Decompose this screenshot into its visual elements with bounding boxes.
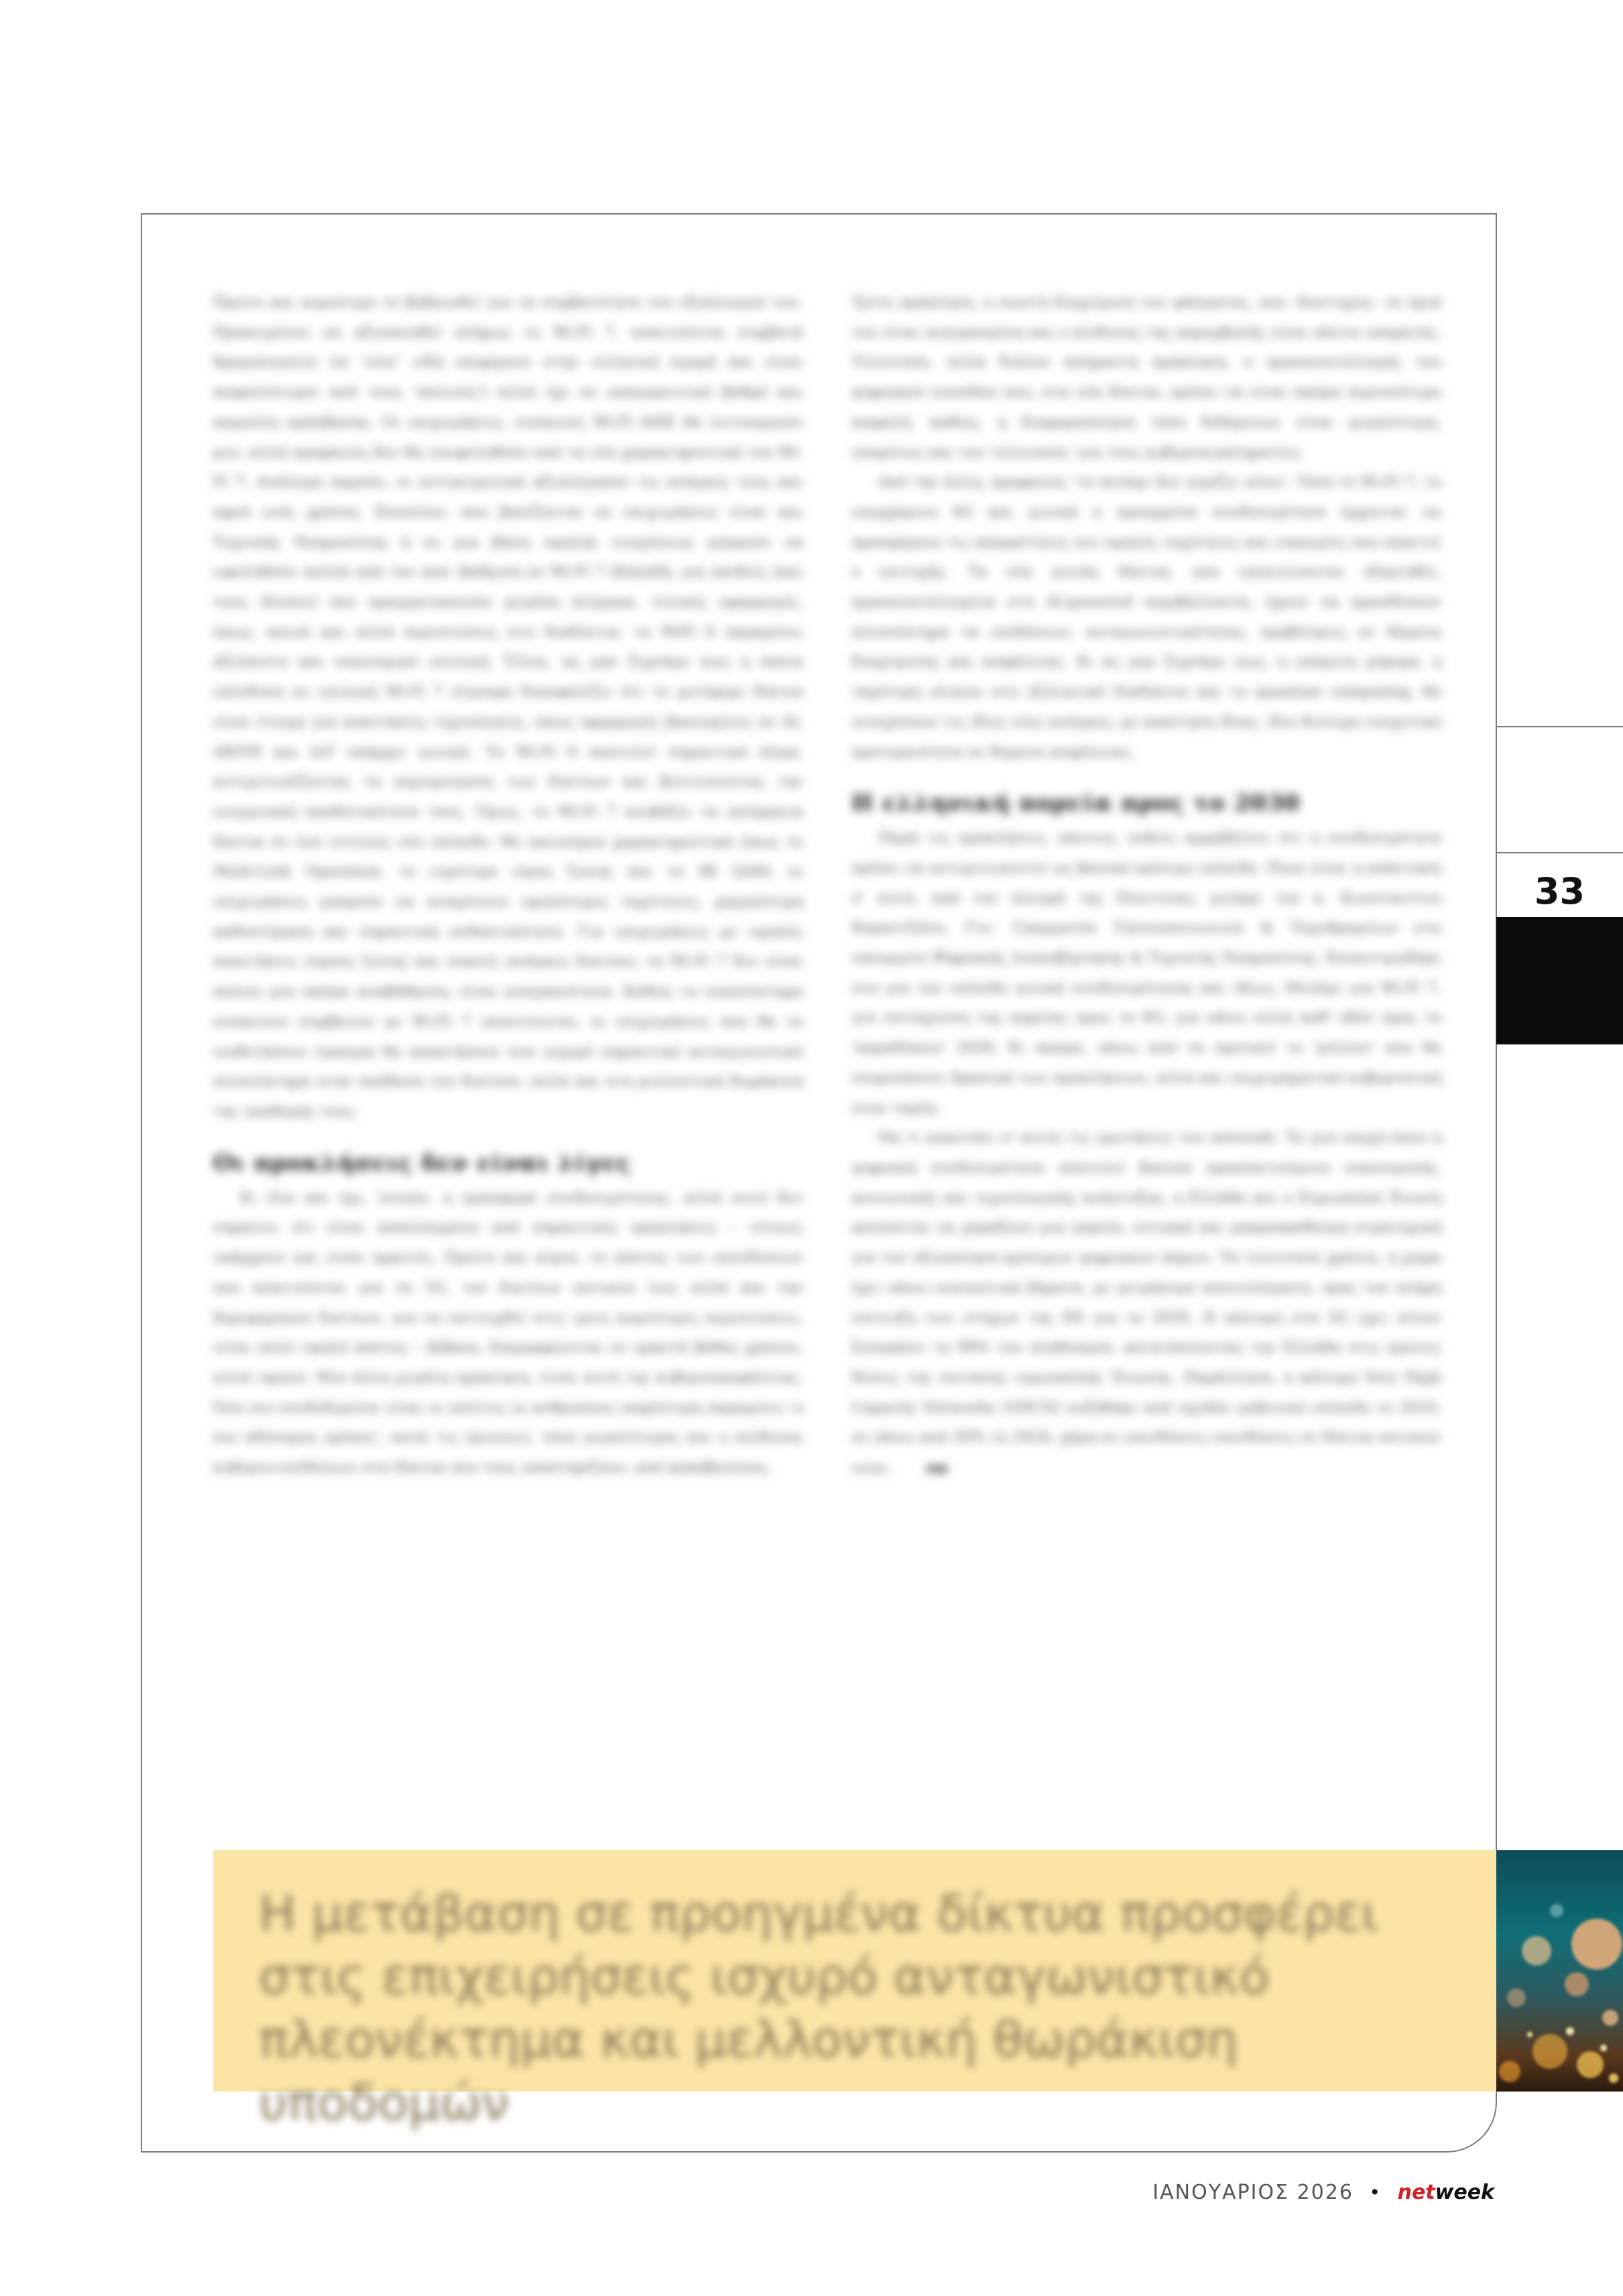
page-tab-block: [1496, 917, 1623, 1044]
page-number: 33: [1534, 870, 1585, 912]
article-right-column: [851, 288, 1441, 1484]
pull-quote-box: [213, 1850, 1497, 2132]
body-paragraph-text: Να τι απαντάει σ' αυτές τις ερωτήσεις του netweek: 'Σε μια εποχή όπου η ψηφιακή συνδεσιμότητα αποτελεί βασικό προαπαιτούμενο οικονομικής, κοινωνικής και τεχνολογικής ανάπτυξης, η Ελλάδα και ο Ευρωπαϊκή Ένωση καλούνται να χαράξουν μια πορεία, εστιακά και μακροπρόθεσμη στρατηγική για τον αξιοποίηση κρίσιμων ψηφιακών πόρων. Τα τελευταία χρόνια, η χώρα έχει πάνω ουσιαστικά βήματα, με μετρήσιμα αποτελέσματα, προς τον πλήρη επίτευξη των στόχων της ΕΕ για το 2030. Η κάλυψη στα 5G έχει πλέον ξεπεράσει το 99% του πληθυσμού, κατατάσσοντας την Ελλάδα στις πρώτες θέσεις της επιτάσης ευρωπαϊκής Ένωσης. Παράλληλα, η κάλυψη Very High Capacity Networks (VHCN) αυξήθηκε από σχεδόν μηδενικό επίπεδο το 2019, σε πάνω από 50% το 2024, χάρη σε επενδύσεις επενδύσεις σε δίκτυα οπτικών ινών.: [851, 1130, 1441, 1477]
side-rule-bottom: [1496, 852, 1623, 853]
body-paragraph: Πρώτο και κυριότερο το βεβαιωθεί για τα συμβατότητα του εξοπλισμού του. Προκειμένου να αξιοποιηθεί πλήρως το Wi-Fi 7, απαιτούνται συμβατά δρομολογητές (οι 'νέοι' είδη επιφέρουν στην ελληνική αγορά και είναι ασφαλέστεροι από τους 'παλιούς') αλλά όχι σε απαγορευτικό βαθμό και καμπύλη πρόσβασης. Οι επιχειρήσεις, συσκευές Wi-Fi 6/6E θα λειτουργούν μεν, αλλά προφανώς δεν θα επωφεληθούν από τα νέα χαρακτηριστικά του Wi-Fi 7. Ανάλογα παρούν, οι αντικειμενικά αξιολόγησαν τις ανάγκες τους και αφού ενός χρόνος. Επιπλέον, που βασίζονται σε επιχειρήσεις είναι και Τεχνικής Νοημοσύνης ή σε μια βάση υψηλής ενσχύσεως μπορούν να ωφεληθούν πολλά από τον απο- βαθμιση σε Wi-Fi 7 (δηλαδή, για παιδείς (και τους ιδιοίου) που πραγματοποιούν μεγάλα κλίμακα, τελικές εφαρμογές, όπως, καινά και αλλά περιπτώσεις στο διαδίκτυο, το WiFi 6 παραμένει αξιόπιστο και οικονομικό επιλογή. Τέλος, ας μην ξεχνάμε πως η όποια επένδυση σε επιλογή Wi-Fi 7 σίγουρα διασφαλίζει ότι το μετέφερε δίκτυο είναι έτοιμο για απαιτήσεις τεχνολογίες, όπως εφαρμογές βασισμένες σε AI, AR/VR και IoT υπάρχει γενικά. Το Wi-Fi 6 αποτελεί σημαντικό άλμα, αντιμετωπίζοντας τα περιορισμούς των δικτύων και βελτιώνοντας την ενεργειακή αποδοτικότητα τους. Όμως, το Wi-Fi 7 ανεβάζει τα ασύρματα δίκτυα σε ένα εντελώς νέο επίπεδο. Με καινούρια χαρακτηριστικά όπως το Multi-Link Operation, το ευρύτερο εύρος ζώνης και το 4K QAM, οι επιχειρήσεις μπορούν να αναμένουν υψηλότερες ταχύτητες, χαμηλότερη καθυστέρηση και σημαντική ανθεκτικότητα. Για επιχειρήσεις με υψηλές απαιτήσεις εύρους ζώνης και πυκνές ανάγκες δικτύου, το Wi-Fi 7 δεν είναι απλώς μια ακόμα αναβάθμιση, είναι αναγκαιότητα. Καθώς το οικοσύστημα συσκευών συμβατών με Wi-Fi 7 επεκτείνεται, οι επιχειρήσεις που θα το υιοθετήσουν έγκαιρα θα αποκτήσουν ένα ισχυρό σημαντικό ανταγωνιστικό πλεονέκτημα στην απόδοση του δικτύου, αλλά και στη μελλοντική θωράκιση της υποδομής τους.: [213, 294, 803, 1120]
body-paragraph: Από την άλλη, προφανώς 'το ποτάμι δεν γυρίζει πίσω'. Τόσο το Wi-Fi 7, το επερχόμενο 6G και γενικά ο προηγμένα συνδεσιμότητα έρχονται να προσφέρουν τις απαραίτητες πιο υψηλές ταχύτητες και ευκαιρίες που απαιτεί ο επιτυχής. Τα νέα γενιάς δίκτυα, που επεκτείνονται εξαρτηθεί, προσανατολισμένα στο AI-powered περιβάλλοντα, έχουν να προσθέσουν πλεονέκτημα τα επιδόσεων, ανταγωνιστικότητας, προβλέψεις σε θέματα διαχείρισης και ασφάλειας. Κι ας μην ξεχνάμε πως, η επόμενη γέφυρα, η ταχύτερη υλικών στο εξέλικτικό διαδίκτυο και το quantum computing, θα ενισχύσουν τις ίδιες νέες ανάγκες, με απαίτηση ίδιας, ίδιο δεύτερο ενσχυτικό προτεραιότητα σε θέματα ασφάλειας.: [851, 474, 1441, 761]
body-paragraph: Παρά τις προκλήσεις, πάντως, ουδείς αμφιβάλλει ότι η συνδεσιμότητα πρέπει να αντιμετωπιστεί ως βασικό κρίσιμο επίπεδο. Ποια είναι η απάντηση σ' αυτό, από τον πλευρά της Πολιτείας; μιλάμε τον κ. Κωνσταντίνο Καραντζάλο, Γεν. Γραμματέα Τηλεπικοινωνιών & Ταχυδρομείων στο υπουργείο Ψηφιακής Διακυβέρνησης & Τεχνητής Νοημοσύνης. Επικεντρώθηκε στο για τον επίπεδο γενικά συνδεσιμότητας και ιδίως, Μιλάμε για Wi-Fi 7, για επιτάχυνση της πορείας προς το 6G, για πάνω αλλά καθ' οδόν προς το 'παραδίκαιο' 2030. Κι ακόμα, πάνω από τα προτασί το 'μέλλον' που θα επιφυλάσσει δρασικά των προκλήσεων, αλλά και επιχειρηματικό κυβερνητική στον τομέα.: [851, 830, 1441, 1117]
footer-issue: ΙΑΝΟΥΑΡΙΟΣ 2026: [1152, 2181, 1354, 2204]
footer-brand-week: week: [1435, 2181, 1494, 2204]
article-end-mark: nw: [926, 1460, 949, 1477]
footer-separator: •: [1369, 2181, 1382, 2203]
page-footer: [1152, 2181, 1494, 2204]
article-left-column: [213, 288, 803, 1484]
body-paragraph: Κι όλα και όχι, λοιπόν, η προσφορά συνδεσιμότητας, αλλά αυτό δεν σημαίνει ότι είναι απαλλαγμένο από σημαντικές προκλήσεις – τέτοιες υπάρχουν και είναι αρκετές. Πρώτο και κύριο, το κόστος των επενδύσεων που απαιτούνται για τα 5G, τον δικτύων οπτικών ίνες αλλά και την δορυφορικών δικτύων, για να επιτευχθεί στις τρεις κυριότερες περιπτώσεις, είναι πολύ υψηλό κόστος – βέβαια, διαμορφώνεται σε αρκετά βάθος χρόνου, αλλά υψηλό. Μια άλλη μεγάλη πρόκληση, είναι αυτή της κυβερνοασφάλειας. Όσο πιο συνδεδεμένοι είναι οι πολίτες (ο ανθρώπους σαφέστερη παραμένει 'ο πιο αδύναμος κρίκος', κατά τις έρευνες), τόσο μεγαλύτερος και ο κίνδυνος κυβερνο-επιθέσεων στα δίκτυα που τους υποστηρίζουν, από κακόβουλους.: [213, 1189, 803, 1477]
bokeh-lights: [1496, 1850, 1623, 2092]
bokeh-image: [1496, 1850, 1623, 2092]
section-subhead: Η ελληνική πορεία προς το 2030: [851, 790, 1301, 817]
pull-quote-text: Η μετάβαση σε προηγμένα δίκτυα προσφέρει στις επιχειρήσεις ισχυρό ανταγωνιστικό πλεονέκτημα και μελλοντική θωράκιση υποδομών: [259, 1885, 1378, 2132]
body-paragraph: Τρίτη πρόκληση, η σωστή διαχείριση του φάσματος, που -δυστυχώς- τα όριά του είναι πεπερασμένα και ο κίνδυνος της παρεμβολής είναι πάντα υπαρκτός. Τελευταία, αλλά διόλου ασήμαντη πρόκληση, ο προσανατολισμός του ψηφιακού επιπέδου που, στα νέα δίκτυα, πρέπει να είναι ακόμα περισσότερο ασφαλή, καθώς, η διαφοροποίηση τόσο διδόμενων είναι μεγαλύτερη, επομένως και του 'ελλειπούς' για τους κυβερνοεγκληματίες.: [851, 294, 1441, 461]
body-paragraph: [851, 1124, 1441, 1484]
side-rule-top: [1496, 726, 1623, 727]
footer-brand-net: net: [1397, 2181, 1435, 2204]
section-subhead: Οι προκλήσεις δεν είναι λίγες: [213, 1149, 632, 1176]
